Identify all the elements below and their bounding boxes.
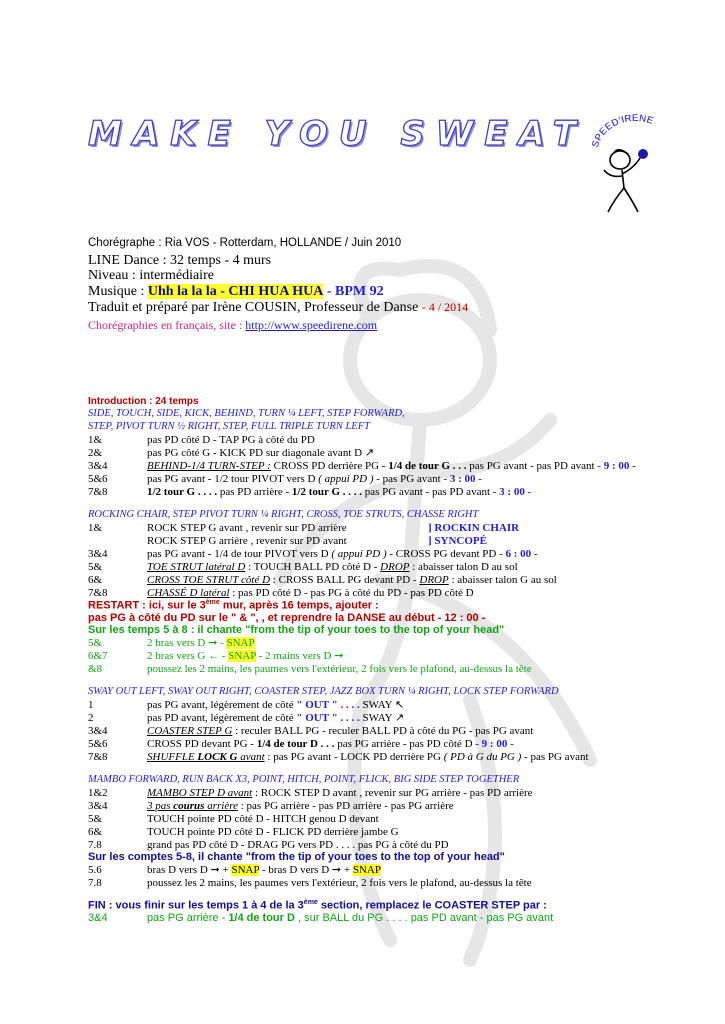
section2-title: ROCKING CHAIR, STEP PIVOT TURN ¼ RIGHT, CROSS, TOE STRUTS, CHASSE RIGHT xyxy=(88,509,479,520)
logo-dancer-icon xyxy=(588,108,678,218)
section1-title-b: STEP, PIVOT TURN ½ RIGHT, STEP, FULL TRIPLE TURN LEFT xyxy=(88,421,370,432)
site-label: Chorégraphies en français, site : xyxy=(88,318,246,332)
music-title: Uhh la la la - CHI HUA HUA xyxy=(147,284,324,299)
section4-title: MAMBO FORWARD, RUN BACK X3, POINT, HITCH, POINT, FLICK, BIG SIDE STEP TOGETHER xyxy=(88,774,520,785)
lyrics-note-2: Sur les comptes 5-8, il chante "from the tip of your toes to the top of your head" xyxy=(88,851,505,863)
bpm: - BPM 92 xyxy=(326,284,384,299)
site-line xyxy=(88,318,377,333)
translator: Traduit et préparé par Irène COUSIN, Professeur de Danse xyxy=(88,300,419,315)
music-line xyxy=(88,284,384,300)
translated-line xyxy=(88,300,468,316)
page-title: MAKE YOU SWEAT xyxy=(88,114,587,154)
lyrics-note: Sur les temps 5 à 8 : il chante "from the tip of your toes to the top of your head" xyxy=(88,624,505,636)
intro-label: Introduction : 24 temps xyxy=(88,396,199,407)
music-label: Musique : xyxy=(88,284,148,299)
section1-title-a: SIDE, TOUCH, SIDE, KICK, BEHIND, TURN ¼ LEFT, STEP FORWARD, xyxy=(88,408,405,419)
restart-detail: pas PG à côté du PD sur le " & ", , et reprendre la DANSE au début - 12 : 00 - xyxy=(88,612,486,624)
restart-note: RESTART : ici, sur le 3ème mur, après 16 temps, ajouter : xyxy=(88,599,379,612)
choreographer-line: Chorégraphe : Ria VOS - Rotterdam, HOLLANDE / Juin 2010 xyxy=(88,237,402,249)
level-info: Niveau : intermédiaire xyxy=(88,268,214,283)
logo-text: SPEED'IRENE xyxy=(590,112,655,149)
speedirene-logo xyxy=(588,108,678,218)
section3-title: SWAY OUT LEFT, SWAY OUT RIGHT, COASTER STEP, JAZZ BOX TURN ¼ RIGHT, LOCK STEP FORWARD xyxy=(88,686,559,697)
site-link[interactable]: http://www.speedirene.com xyxy=(245,318,378,332)
svg-text:SPEED'IRENE xyxy=(590,113,655,149)
date: - 4 / 2014 xyxy=(421,300,469,314)
fin-note: FIN : vous finir sur les temps 1 à 4 de la 3ème section, remplacez le COASTER STEP par : xyxy=(88,899,547,912)
line-dance-info: LINE Dance : 32 temps - 4 murs xyxy=(88,253,272,268)
